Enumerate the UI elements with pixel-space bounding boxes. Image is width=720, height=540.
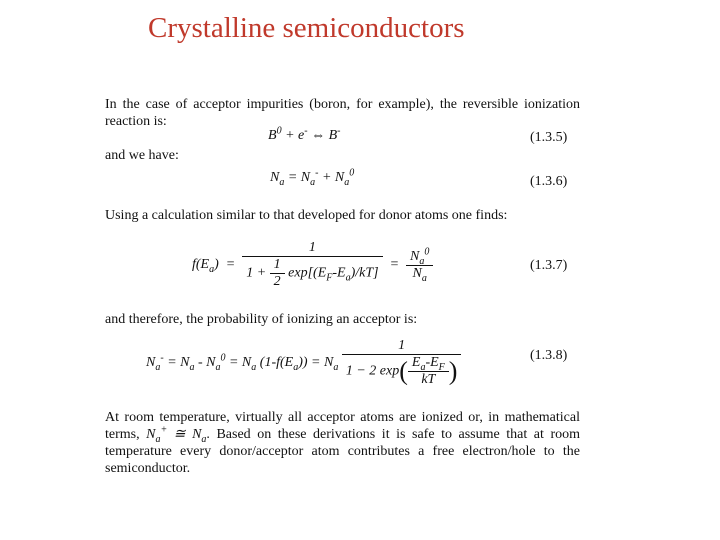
paragraph-intro: In the case of acceptor impurities (boron, for example), the reversible ionization reaction is: bbox=[105, 97, 580, 129]
equation-number-1-3-7: (1.3.7) bbox=[530, 258, 568, 273]
paragraph-room-temperature bbox=[105, 409, 580, 477]
equation-number-1-3-8: (1.3.8) bbox=[530, 348, 568, 363]
equation-ionization-reaction: $B^0 + e^-$ ⇔ B- bbox=[268, 125, 341, 143]
inline-equation-ionized: $N_a^+$ ≅ $N_a$ bbox=[146, 424, 207, 445]
equation-number-1-3-6: (1.3.6) bbox=[530, 174, 568, 189]
fraction-main: 1 1 + $\frac{1}{2}$ $\exp[(E_F-E_a)/kT]$ bbox=[242, 240, 382, 290]
paragraph-therefore: and therefore, the probability of ionizing an acceptor is: bbox=[105, 312, 418, 327]
slide-title: Crystalline semiconductors bbox=[148, 12, 465, 44]
equation-ionized-acceptors: $N_a^- = N_a - N_a^0 = N_a$ $(1-f(E_a)) = N_a$ 1 1 − 2 exp( $\frac{E_a-E_F}{kT}$ ) bbox=[146, 338, 461, 388]
equation-acceptor-balance: $N_a = N_a^- + N_a^0$ bbox=[270, 167, 355, 188]
paragraph-calculation: Using a calculation similar to that developed for donor atoms one finds: bbox=[105, 208, 508, 223]
fraction-ratio: $\frac{N_a^0}{N_a}$ bbox=[406, 249, 433, 282]
paragraph-room-temperature-part2: . Based on these derivations it is safe to assume that at room temperature every donor/acceptor atom contributes a free electron/hole to the semiconductor. bbox=[105, 427, 581, 476]
paragraph-room-temperature-part1: At room temperature, virtually all acceptor atoms are ionized or, in mathematical terms, bbox=[105, 410, 580, 442]
equation-occupation-probability: $f(E_a)$ = 1 1 + $\frac{1}{2}$ $\exp[(E_F-E_a)/kT]$ = $\frac{N_a^0}{N_a}$ bbox=[192, 240, 433, 290]
fraction-ionized: 1 1 − 2 exp( $\frac{E_a-E_F}{kT}$ ) bbox=[342, 338, 462, 388]
paragraph-and-we-have: and we have: bbox=[105, 148, 179, 163]
equation-number-1-3-5: (1.3.5) bbox=[530, 130, 568, 145]
